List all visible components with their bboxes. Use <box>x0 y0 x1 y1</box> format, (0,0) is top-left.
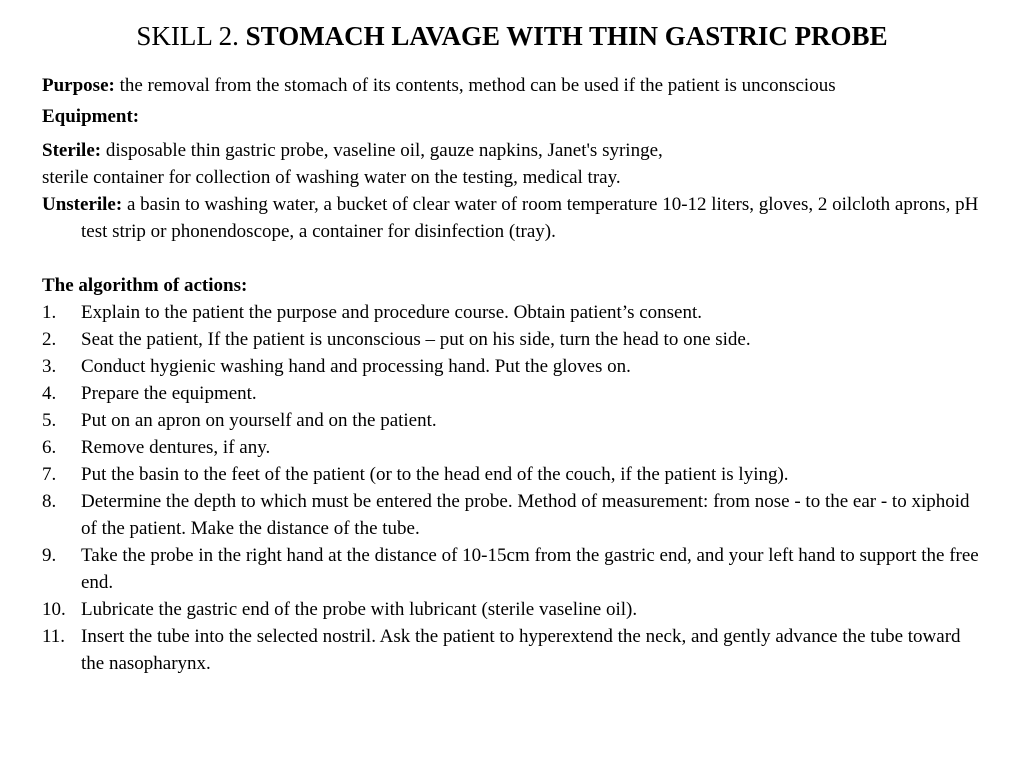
title-prefix: SKILL 2. <box>136 21 239 51</box>
list-item <box>42 542 982 596</box>
sterile-line-1 <box>42 137 982 164</box>
step-text: Insert the tube into the selected nostril. Ask the patient to hyperextend the neck, and gently advance the tube toward the nasopharynx. <box>81 626 961 674</box>
list-item <box>42 623 982 677</box>
list-item <box>42 461 982 488</box>
step-number: 6. <box>42 437 57 458</box>
algorithm-steps <box>42 299 982 677</box>
step-number: 5. <box>42 410 57 431</box>
sterile-text-1: disposable thin gastric probe, vaseline oil, gauze napkins, Janet's syringe, <box>105 140 663 161</box>
equipment-label: Equipment: <box>42 106 140 127</box>
step-text: Seat the patient, If the patient is unconscious – put on his side, turn the head to one side. <box>81 329 751 350</box>
step-number: 9. <box>42 545 57 566</box>
step-text: Remove dentures, if any. <box>81 437 271 458</box>
step-text: Prepare the equipment. <box>81 383 257 404</box>
equipment-heading <box>42 103 982 130</box>
unsterile-text: a basin to washing water, a bucket of clear water of room temperature 10-12 liters, gloves, 2 oilcloth aprons, pH test strip or phonendoscope, a container for disinfection (tray). <box>81 194 979 242</box>
sterile-text-2: sterile container for collection of washing water on the testing, medical tray. <box>42 167 621 188</box>
step-number: 4. <box>42 383 57 404</box>
step-number: 3. <box>42 356 57 377</box>
step-text: Explain to the patient the purpose and procedure course. Obtain patient’s consent. <box>81 302 703 323</box>
step-number: 11. <box>42 626 66 647</box>
document-body <box>42 72 982 677</box>
purpose-text: the removal from the stomach of its contents, method can be used if the patient is unconscious <box>119 75 836 96</box>
unsterile-paragraph <box>42 191 982 245</box>
step-number: 7. <box>42 464 57 485</box>
step-number: 8. <box>42 491 57 512</box>
step-text: Lubricate the gastric end of the probe with lubricant (sterile vaseline oil). <box>81 599 638 620</box>
step-number: 2. <box>42 329 57 350</box>
step-text: Determine the depth to which must be entered the probe. Method of measurement: from nose - to the ear - to xiphoid of the patient. Make the distance of the tube. <box>81 491 970 539</box>
list-item <box>42 407 982 434</box>
list-item <box>42 434 982 461</box>
sterile-line-2 <box>42 164 982 191</box>
step-text: Put the basin to the feet of the patient (or to the head end of the couch, if the patient is lying). <box>81 464 789 485</box>
list-item <box>42 326 982 353</box>
purpose-paragraph <box>42 72 982 99</box>
algorithm-heading-text: The algorithm of actions: <box>42 275 248 296</box>
algorithm-heading <box>42 272 982 299</box>
step-number: 1. <box>42 302 57 323</box>
step-text: Conduct hygienic washing hand and processing hand. Put the gloves on. <box>81 356 631 377</box>
list-item <box>42 596 982 623</box>
unsterile-label: Unsterile: <box>42 194 123 215</box>
list-item <box>42 488 982 542</box>
list-item <box>42 299 982 326</box>
list-item <box>42 380 982 407</box>
purpose-label: Purpose: <box>42 75 115 96</box>
title-main: STOMACH LAVAGE WITH THIN GASTRIC PROBE <box>245 21 888 51</box>
sterile-label: Sterile: <box>42 140 102 161</box>
list-item <box>42 353 982 380</box>
step-text: Put on an apron on yourself and on the patient. <box>81 410 437 431</box>
page-title <box>0 20 1024 52</box>
step-number: 10. <box>42 599 66 620</box>
step-text: Take the probe in the right hand at the distance of 10-15cm from the gastric end, and your left hand to support the free end. <box>81 545 979 593</box>
